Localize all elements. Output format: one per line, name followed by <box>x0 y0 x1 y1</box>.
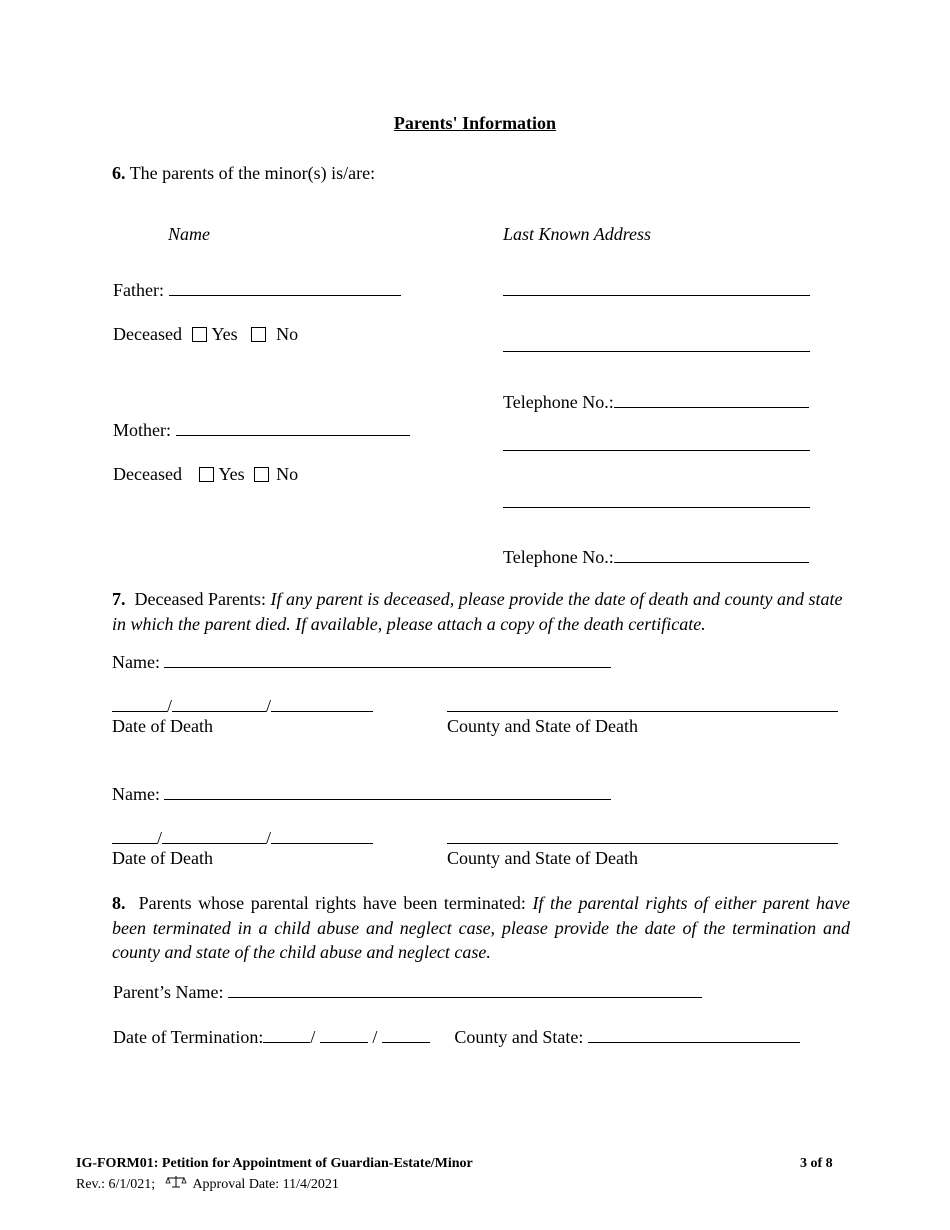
question-text: The parents of the minor(s) is/are: <box>129 163 376 183</box>
father-telephone-row <box>503 390 809 414</box>
date-separator: / <box>167 696 173 716</box>
parent-name-row <box>113 980 702 1004</box>
mother-telephone-field[interactable] <box>614 545 809 563</box>
deceased-parent-2-name-field[interactable] <box>164 782 611 800</box>
no-label: No <box>276 464 299 484</box>
mother-name-field[interactable] <box>176 418 410 436</box>
question-instruction: If the parental rights of either parent have been terminated in a child abuse and neglect case, please provide the date of the termination and county and state of the child abuse and neglect case. <box>112 893 850 962</box>
column-header-name: Name <box>168 224 210 244</box>
date-of-termination-label: Date of Termination: <box>113 1027 264 1047</box>
name-label: Name: <box>112 784 160 804</box>
question-number: 6. <box>112 163 126 183</box>
scales-icon <box>165 1175 187 1189</box>
date-separator: / <box>372 1027 378 1047</box>
father-address-line-2[interactable] <box>503 351 810 352</box>
county-state-death-label: County and State of Death <box>447 848 638 868</box>
date-separator: / <box>157 828 163 848</box>
page-number: 3 of 8 <box>800 1156 833 1171</box>
mother-deceased-no-checkbox[interactable] <box>254 467 269 482</box>
page-title: Parents' Information <box>393 113 557 133</box>
deceased-parent-2-name-row <box>112 782 611 806</box>
date-separator: / <box>266 696 272 716</box>
question-number: 8. <box>112 893 126 913</box>
mother-label: Mother: <box>113 420 171 440</box>
father-telephone-field[interactable] <box>614 390 809 408</box>
deceased-parent-2-date-field[interactable] <box>112 826 373 850</box>
no-label: No <box>276 324 299 344</box>
deceased-parent-1-name-row <box>112 650 611 674</box>
deceased-label: Deceased <box>113 464 182 484</box>
revision-line <box>76 1175 339 1194</box>
column-header-address: Last Known Address <box>503 224 652 244</box>
revision-date: Rev.: 6/1/021; <box>76 1177 156 1192</box>
father-deceased-no-checkbox[interactable] <box>251 327 266 342</box>
question-instruction: If any parent is deceased, please provide the date of death and county and state in which the parent died. If available, please attach a copy of the death certificate. <box>112 589 843 634</box>
date-of-death-label: Date of Death <box>112 716 213 736</box>
deceased-parent-1-county-field[interactable] <box>447 711 838 712</box>
date-of-death-label: Date of Death <box>112 848 213 868</box>
termination-row <box>113 1025 800 1049</box>
deceased-parent-2-county-field[interactable] <box>447 843 838 844</box>
question-7 <box>112 587 850 636</box>
telephone-label: Telephone No.: <box>503 547 614 567</box>
mother-address-line-2[interactable] <box>503 507 810 508</box>
parent-name-label: Parent’s Name: <box>113 982 224 1002</box>
county-state-field[interactable] <box>588 1025 800 1043</box>
father-deceased-row <box>113 324 298 346</box>
county-state-label: County and State: <box>454 1027 584 1047</box>
county-state-death-label: County and State of Death <box>447 716 638 736</box>
mother-telephone-row <box>503 545 809 569</box>
date-separator: / <box>266 828 272 848</box>
yes-label: Yes <box>218 464 245 484</box>
father-label: Father: <box>113 280 164 300</box>
question-6 <box>112 163 375 185</box>
question-number: 7. <box>112 589 126 609</box>
parent-name-field[interactable] <box>228 980 702 998</box>
name-label: Name: <box>112 652 160 672</box>
date-of-termination-field[interactable] <box>263 1027 430 1047</box>
yes-label: Yes <box>211 324 238 344</box>
telephone-label: Telephone No.: <box>503 392 614 412</box>
deceased-label: Deceased <box>113 324 182 344</box>
question-8 <box>112 891 850 965</box>
mother-deceased-row <box>113 464 298 486</box>
father-address-line-1[interactable] <box>503 295 810 296</box>
deceased-parent-1-date-field[interactable] <box>112 694 373 718</box>
deceased-parent-1-name-field[interactable] <box>164 650 611 668</box>
mother-address-line-1[interactable] <box>503 450 810 451</box>
mother-row <box>113 418 410 442</box>
question-lead: Parents whose parental rights have been terminated: <box>138 893 526 913</box>
father-deceased-yes-checkbox[interactable] <box>192 327 207 342</box>
form-title: IG-FORM01: Petition for Appointment of Guardian-Estate/Minor <box>76 1156 473 1171</box>
father-row <box>113 278 401 302</box>
question-lead: Deceased Parents: <box>134 589 266 609</box>
date-separator: / <box>310 1027 316 1047</box>
approval-date: Approval Date: 11/4/2021 <box>192 1177 339 1192</box>
mother-deceased-yes-checkbox[interactable] <box>199 467 214 482</box>
father-name-field[interactable] <box>169 278 401 296</box>
